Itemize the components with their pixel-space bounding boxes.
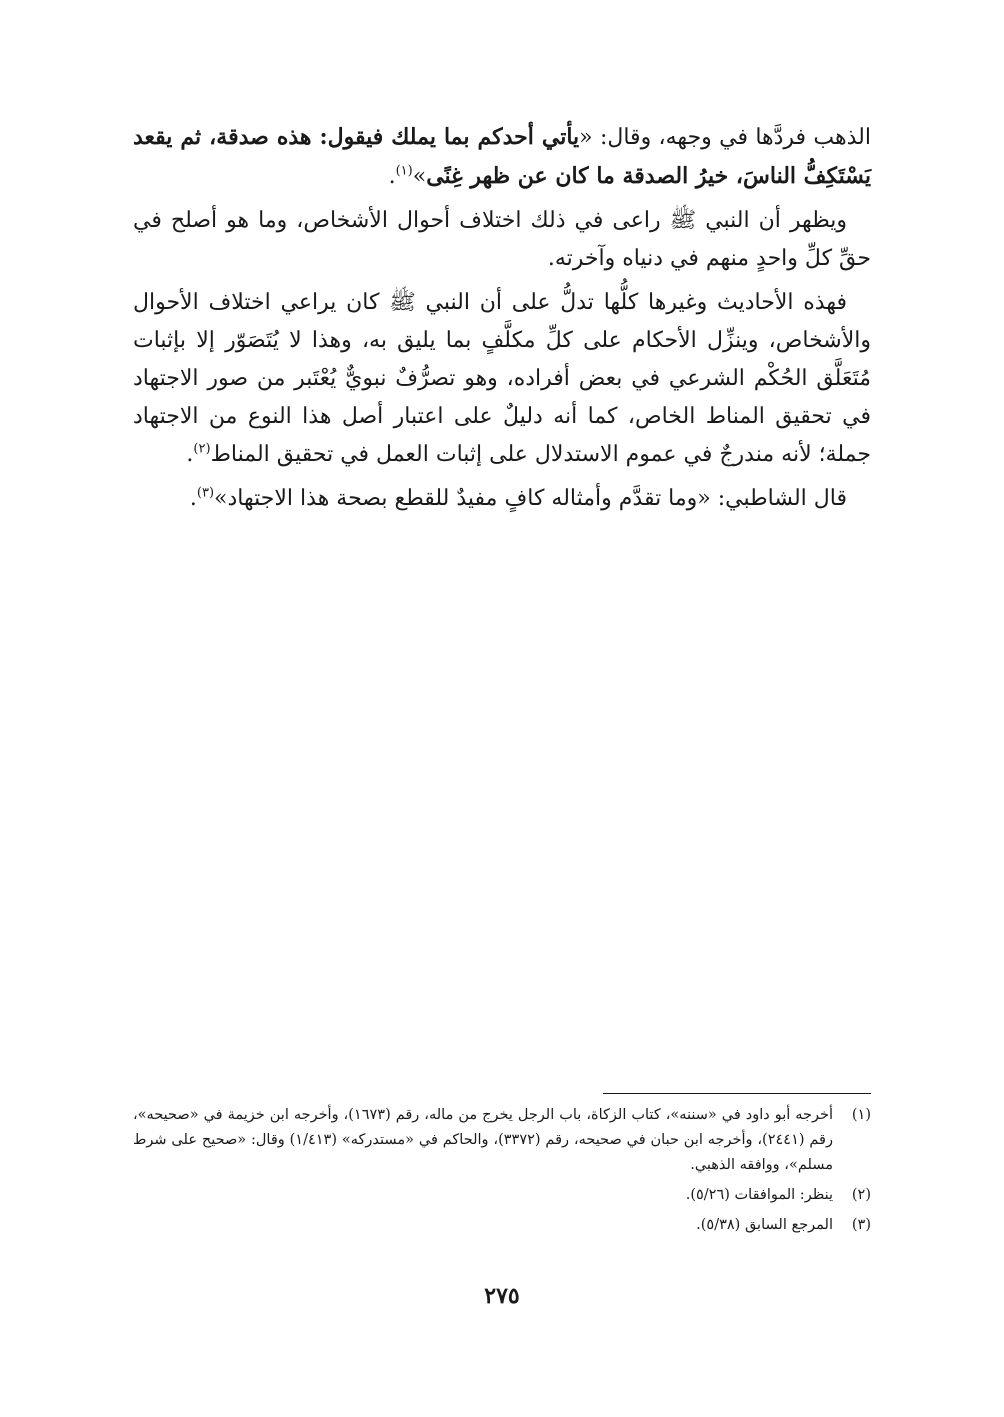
footnote-ref-2[interactable]: (٢) bbox=[193, 441, 211, 457]
paragraph-1 bbox=[133, 118, 871, 196]
footnote-number: (١) bbox=[851, 1107, 871, 1123]
quote-close: » bbox=[412, 164, 427, 189]
footnote-item bbox=[133, 1183, 871, 1208]
footnote-text: المرجع السابق (٥/٣٨). bbox=[696, 1217, 833, 1233]
footnote-divider bbox=[603, 1093, 871, 1094]
footnotes-section bbox=[133, 1103, 871, 1243]
paragraph-2: ويظهر أن النبي ﷺ راعى في ذلك اختلاف أحوال الأشخاص، وما هو أصلح في حقِّ كلِّ واحدٍ منهم في دنياه وآخرته. bbox=[133, 208, 871, 271]
paragraph-1-intro: الذهب فردَّها في وجهه، وقال: « bbox=[579, 125, 871, 150]
paragraph-3 bbox=[133, 284, 871, 474]
paragraph-4-text: قال الشاطبي: «وما تقدَّم وأمثاله كافٍ مفيدٌ للقطع بصحة هذا الاجتهاد» bbox=[214, 486, 847, 511]
page-number: ٢٧٥ bbox=[484, 1283, 520, 1309]
hadith-quote: يأتي أحدكم بما يملك فيقول: هذه صدقة، ثم يقعد يَسْتَكِفُّ الناسَ، خيرُ الصدقة ما كان عن ظهر غِنًى bbox=[133, 124, 871, 189]
footnote-item bbox=[133, 1103, 871, 1178]
paragraph-3-text: فهذه الأحاديث وغيرها كلُّها تدلُّ على أن النبي ﷺ كان يراعي اختلاف الأحوال والأشخاص، وينزِّل الأحكام على كلِّ مكلَّفٍ بما يليق به، وهذا لا يُتَصَوّر إلا بإثبات مُتَعَلَّق الحُكْم الشرعي في بعض أفراده، وهو تصرُّفٌ نبويٌّ يُعْتَبر من صور الاجتهاد في تحقيق المناط الخاص، كما أنه دليلٌ على اعتبار أصل هذا النوع من الاجتهاد جملة؛ لأنه مندرجٌ في عموم الاستدلال على إثبات العمل في تحقيق المناط bbox=[133, 290, 871, 467]
main-text-body bbox=[133, 118, 871, 524]
footnote-ref-3[interactable]: (٣) bbox=[196, 485, 215, 501]
paragraph-4 bbox=[133, 480, 871, 518]
footnote-number: (٢) bbox=[851, 1187, 871, 1203]
footnote-text: ينظر: الموافقات (٥/٢٦). bbox=[685, 1187, 833, 1203]
footnote-text: أخرجه أبو داود في «سننه»، كتاب الزكاة، باب الرجل يخرج من ماله، رقم (١٦٧٣)، وأخرجه ابن خزيمة في «صحيحه»، رقم (٢٤٤١)، وأخرجه ابن حبان في صحيحه، رقم (٣٣٧٢)، والحاكم في «مستدركه» (١/٤١٣) وقال: «صحيح على شرط مسلم»، ووافقه الذهبي. bbox=[133, 1107, 834, 1173]
footnote-ref-1[interactable]: (١) bbox=[395, 163, 413, 179]
paragraph-4-end: . bbox=[189, 486, 197, 511]
paragraph-1-end: . bbox=[388, 164, 396, 189]
footnote-number: (٣) bbox=[851, 1217, 871, 1233]
footnote-item bbox=[133, 1213, 871, 1238]
paragraph-3-end: . bbox=[186, 442, 194, 467]
